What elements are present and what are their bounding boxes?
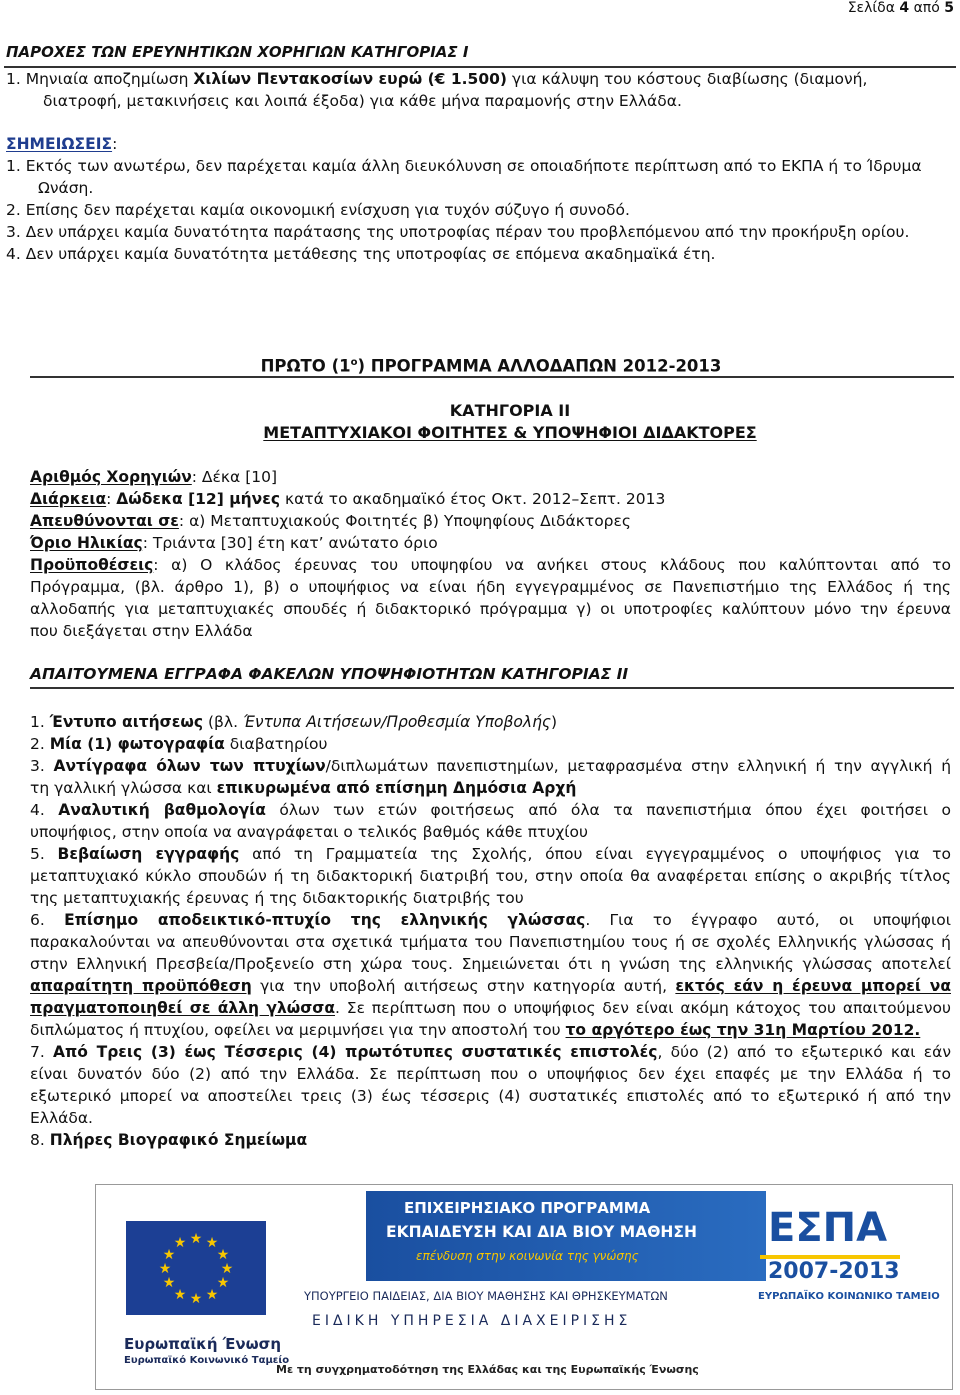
espa-logo: ΕΣΠΑ	[768, 1205, 888, 1251]
program-title: ΠΡΩΤΟ $(1^o)$ ΠΡΟΓΡΑΜΜΑ ΑΛΛΟΔΑΠΩΝ 2012-2013	[260, 356, 722, 376]
op-line2: ΕΚΠΑΙΔΕΥΣΗ ΚΑΙ ΔΙΑ ΒΙΟΥ ΜΑΘΗΣΗ	[386, 1223, 697, 1241]
svg-text:★: ★	[158, 1261, 172, 1277]
grant-item-1: 1. Μηνιαία αποζημίωση Χιλίων Πεντακοσίων ευρώ (€ 1.500) για κάλυψη του κόστους διαβίωσης (διαμονή,	[6, 70, 868, 88]
op-line1: ΕΠΙΧΕΙΡΗΣΙΑΚΟ ΠΡΟΓΡΑΜΜΑ	[404, 1199, 651, 1217]
section-heading-grants-cat1: ΠΑΡΟΧΕΣ ΤΩΝ ΕΡΕΥΝΗΤΙΚΩΝ ΧΟΡΗΓΙΩΝ ΚΑΤΗΓΟΡΙΑΣ Ι	[6, 43, 469, 61]
svg-text:★: ★	[220, 1261, 234, 1277]
doc-6: 6. Επίσημο αποδεικτικό-πτυχίο της ελληνικής γλώσσας. Για το έγγραφο αυτό, οι υποψήφιοι	[30, 911, 951, 929]
doc-7-line4: Ελλάδα.	[30, 1109, 93, 1127]
op-slogan: επένδυση στην κοινωνία της γνώσης	[416, 1249, 639, 1263]
doc-7: 7. Από Τρεις (3) έως Τέσσερις (4) πρωτότυπες συστατικές επιστολές, δύο (2) από το εξωτερικό και εάν	[30, 1043, 952, 1061]
target-audience: Απευθύνονται σε: α) Μεταπτυχιακούς Φοιτητές β) Υποψηφίους Διδάκτορες	[30, 512, 631, 530]
note-2: 2. Επίσης δεν παρέχεται καμία οικονομική ενίσχυση για τυχόν σύζυγο ή συνοδό.	[6, 201, 630, 219]
note-4: 4. Δεν υπάρχει καμία δυνατότητα μετάθεσης της υποτροφίας σε επόμενα ακαδημαϊκά έτη.	[6, 245, 716, 263]
doc-8: 8. Πλήρες Βιογραφικό Σημείωμα	[30, 1131, 308, 1149]
doc-7-line3: εξωτερικό μπορεί να αποστείλει τρεις (3) έως τέσσερις (4) συστατικές επιστολές από το εξωτερικό ή από την	[30, 1087, 951, 1105]
espa-stripe	[760, 1255, 900, 1259]
note-1: 1. Εκτός των ανωτέρω, δεν παρέχεται καμία άλλη διευκόλυνση σε οποιαδήποτε περίπτωση από το ΕΚΠΑ ή το Ίδρυμα	[6, 157, 922, 175]
svg-text:★: ★	[173, 1235, 187, 1251]
eu-fund: Ευρωπαϊκό Κοινωνικό Ταμείο	[124, 1355, 290, 1366]
documents-heading: ΑΠΑΙΤΟΥΜΕΝΑ ΕΓΓΡΑΦΑ ΦΑΚΕΛΩΝ ΥΠΟΨΗΦΙΟΤΗΤΩΝ ΚΑΤΗΓΟΡΙΑΣ ΙΙ	[30, 665, 629, 683]
doc-6-line4: απαραίτητη προϋπόθεση για την υποβολή αιτήσεως στην κατηγορία αυτή, εκτός εάν η έρευνα μπορεί να	[30, 977, 951, 995]
svg-text:★: ★	[189, 1231, 203, 1247]
page-number: Σελίδα 4 από 5	[847, 0, 954, 16]
prerequisites-line4: που διεξάγεται στην Ελλάδα	[30, 622, 253, 640]
doc-6-line2: παρακαλούνται να απευθύνονται στα σχετικά τμήματα του Πανεπιστημίου τους ή σε σχολές Ελληνικής γλώσσας ή	[30, 933, 951, 951]
eu-flag-icon	[126, 1221, 266, 1315]
doc-6-line5: πραγματοποιηθεί σε άλλη γλώσσα. Σε περίπτωση που ο υποψήφιος δεν είναι ακόμη κάτοχος του απαιτούμενου	[30, 999, 951, 1017]
special-service: ΕΙΔΙΚΗ ΥΠΗΡΕΣΙΑ ΔΙΑΧΕΙΡΙΣΗΣ	[312, 1313, 632, 1329]
note-1-line2: Ωνάση.	[38, 179, 94, 197]
doc-2: 2. Μία (1) φωτογραφία διαβατηρίου	[30, 735, 328, 753]
doc-7-line2: είναι δυνατόν δύο (2) από την Ελλάδα. Σε περίπτωση που ο υποψήφιος δεν έχει επαφές με την Ελλάδα ή το	[30, 1065, 951, 1083]
note-3: 3. Δεν υπάρχει καμία δυνατότητα παράτασης της υποτροφίας πέραν του προβλεπόμενου από την προκήρυξη ορίου.	[6, 223, 910, 241]
doc-3: 3. Αντίγραφα όλων των πτυχίων/διπλωμάτων πανεπιστημίων, μεταφρασμένα στην ελληνική ή την αγγλική ή	[30, 757, 952, 775]
eu-name: Ευρωπαϊκή Ένωση	[124, 1335, 282, 1353]
age-limit: Όριο Ηλικίας: Τριάντα [30] έτη κατ’ ανώτατο όριο	[30, 534, 438, 552]
doc-3-line2: τη γαλλική γλώσσα και επικυρωμένα από επίσημη Δημόσια Αρχή	[30, 779, 577, 797]
svg-text:★: ★	[216, 1275, 230, 1291]
prerequisites-line2: Πρόγραμμα, (βλ. άρθρο 1), β) ο υποψήφιος να είναι ήδη εγγεγραμμένος σε Πανεπιστήμιο της Ελλάδος ή της	[30, 578, 951, 596]
doc-5-line2: μεταπτυχιακό κύκλο σπουδών ή τη διδακτορική διατριβή του, στην οποία θα αναφέρεται επίσης ο ακριβής τίτλος	[30, 867, 951, 885]
doc-1: 1. Έντυπο αιτήσεως (βλ. Έντυπα Αιτήσεων/Προθεσμία Υποβολής)	[30, 713, 558, 731]
espa-years: 2007-2013	[768, 1259, 900, 1284]
svg-text:★: ★	[189, 1291, 203, 1307]
doc-4: 4. Αναλυτική βαθμολογία όλων των ετών φοιτήσεως από όλα τα πανεπιστήμια όπου έχει φοιτήσει ο	[30, 801, 951, 819]
grant-duration: Διάρκεια: Δώδεκα [12] μήνες κατά το ακαδημαϊκό έτος Οκτ. 2012–Σεπτ. 2013	[30, 490, 666, 508]
doc-5-line3: της μεταπτυχιακής έρευνας ή της διδακτορικής διατριβής του	[30, 889, 524, 907]
doc-4-line2: υποψήφιος, στην οποία να αναγράφεται ο τελικός βαθμός κάθε πτυχίου	[30, 823, 588, 841]
prerequisites-line3: αλλοδαπής για μεταπτυχιακές σπουδές ή διδακτορικό πρόγραμμα γ) οι υποτροφίες καλύπτουν μόνο την έρευνα	[30, 600, 951, 618]
divider	[30, 687, 954, 689]
prerequisites-line1: Προϋποθέσεις: α) Ο κλάδος έρευνας του υποψηφίου να ανήκει στους κλάδους που καλύπτονται από το	[30, 556, 951, 574]
grant-item-1-line2: διατροφή, μετακινήσεις και λοιπά έξοδα) για κάθε μήνα παραμονής στην Ελλάδα.	[43, 92, 682, 110]
svg-text:★: ★	[162, 1275, 176, 1291]
ministry: ΥΠΟΥΡΓΕΙΟ ΠΑΙΔΕΙΑΣ, ΔΙΑ ΒΙΟΥ ΜΑΘΗΣΗΣ ΚΑΙ ΘΡΗΣΚΕΥΜΑΤΩΝ	[304, 1289, 668, 1303]
doc-6-line3: στην Ελληνική Πρεσβεία/Προξενείο στη χώρα τους. Σημειώνεται ότι η γνώση της ελληνικής γλώσσας αποτελεί	[30, 955, 951, 973]
grants-count: Αριθμός Χορηγιών: Δέκα [10]	[30, 468, 278, 486]
svg-text:★: ★	[216, 1247, 230, 1263]
doc-5: 5. Βεβαίωση εγγραφής από τη Γραμματεία της Σχολής, όπου είναι εγγεγραμμένος ο υποψήφιος για το	[30, 845, 951, 863]
svg-text:★: ★	[173, 1287, 187, 1303]
espa-fund: ΕΥΡΩΠΑΪΚΟ ΚΟΙΝΩΝΙΚΟ ΤΑΜΕΙΟ	[758, 1291, 940, 1302]
cofunding-note: Με τη συγχρηματοδότηση της Ελλάδας και της Ευρωπαϊκής Ένωσης	[276, 1363, 699, 1376]
svg-text:★: ★	[205, 1287, 219, 1303]
doc-6-line6: διπλώματος ή πτυχίου, οφείλει να μεριμνήσει για την αποστολή του το αργότερο έως την 31η Μαρτίου 2012.	[30, 1021, 921, 1039]
category-title: ΚΑΤΗΓΟΡΙΑ ΙΙ	[449, 401, 571, 420]
svg-text:★: ★	[205, 1235, 219, 1251]
svg-text:★: ★	[162, 1247, 176, 1263]
divider	[30, 376, 954, 378]
category-subtitle: ΜΕΤΑΠΤΥΧΙΑΚΟΙ ΦΟΙΤΗΤΕΣ & ΥΠΟΨΗΦΙΟΙ ΔΙΔΑΚΤΟΡΕΣ	[263, 423, 757, 442]
funding-banner	[95, 1184, 953, 1390]
notes-label: ΣΗΜΕΙΩΣΕΙΣ:	[6, 135, 118, 153]
